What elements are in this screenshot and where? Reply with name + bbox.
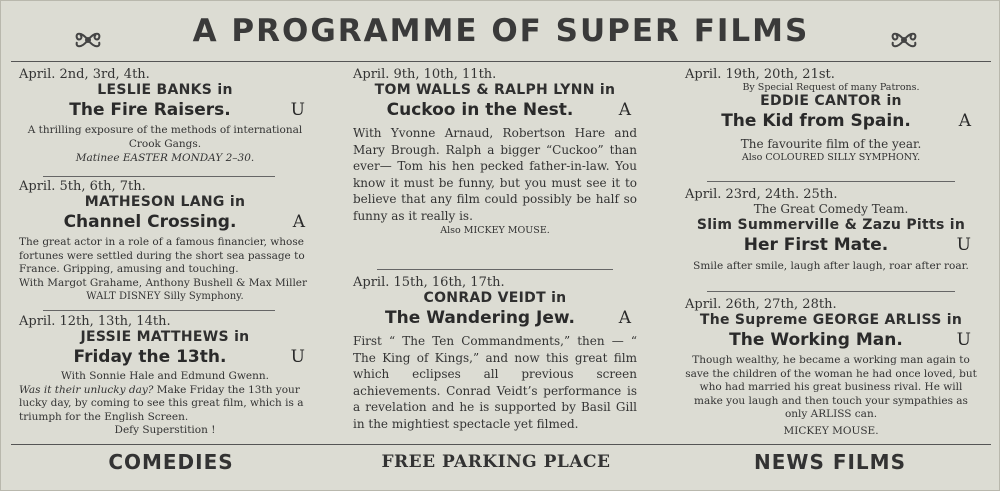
cast-line: With Margot Grahame, Anthony Bushell & Max Miller [19, 276, 308, 289]
tagline: Defy Superstition ! [114, 424, 216, 436]
film-title: Friday the 13th. [73, 347, 227, 367]
entry-description: Smile after smile, laugh after laugh, roar after roar. [693, 260, 969, 272]
programme-entry [19, 314, 311, 438]
entry-note: The Great Comedy Team. [753, 202, 909, 216]
entry-description: The great actor in a role of a famous financier, whose fortunes were settled during the short sea passage to France. Gripping, amusing and touching. [19, 236, 305, 275]
certificate-badge: A [958, 111, 971, 131]
entry-date: April. 15th, 16th, 17th. [353, 275, 505, 290]
matinee-note: Matinee EASTER MONDAY 2–30. [75, 152, 255, 164]
entry-date: April. 19th, 20th, 21st. [685, 67, 835, 82]
entry-film [685, 233, 977, 257]
entry-date: April. 23rd, 24th. 25th. [685, 187, 838, 202]
film-title: The Wandering Jew. [385, 308, 575, 328]
entry-film [353, 306, 637, 330]
film-title: Channel Crossing. [63, 212, 237, 232]
entry-divider [377, 269, 613, 270]
footer-parking: FREE PARKING PLACE [381, 452, 611, 472]
film-title: Her First Mate. [743, 235, 889, 255]
entry-star: LESLIE BANKS in [97, 82, 233, 98]
programme-entry [685, 67, 977, 163]
programme-entry [353, 67, 637, 236]
entry-star: MATHESON LANG in [84, 194, 246, 210]
entry-film [19, 345, 311, 369]
entry-divider [707, 291, 955, 292]
page-title: A PROGRAMME OF SUPER FILMS [192, 13, 810, 49]
certificate-badge: U [956, 235, 971, 255]
entry-date: April. 9th, 10th, 11th. [353, 67, 497, 82]
tagline-question: Was it their unlucky day? [19, 383, 154, 396]
entry-description: With Yvonne Arnaud, Robertson Hare and Mary Brough. Ralph a bigger “Cuckoo” than ever— Tom his hen pecked father-in-law. You know it must be funny, but you must see it to believe that any film could possibly be half so funny as it really is. [353, 126, 637, 223]
certificate-badge: A [618, 308, 631, 328]
entry-star: JESSIE MATTHEWS in [80, 329, 250, 345]
fleuron-ornament-right-icon [887, 25, 921, 55]
entry-film [685, 328, 977, 352]
entry-film [19, 98, 311, 122]
cast-line: With Sonnie Hale and Edmund Gwenn. [60, 370, 270, 382]
entry-date: April. 12th, 13th, 14th. [19, 314, 171, 329]
film-title: The Working Man. [729, 330, 903, 350]
programme-entry [685, 187, 977, 274]
entry-star: EDDIE CANTOR in [760, 93, 902, 109]
entry-description: Make Friday the 13th your lucky day, by coming to see this great film, which is a triumph for the English Screen. [19, 383, 304, 423]
footer-comedies: COMEDIES [108, 450, 234, 474]
entry-description: Though wealthy, he became a working man again to save the children of the woman he had once loved, but who had married his great business rival. He will make you laugh and then touch your sympathies as only ARLISS can. [685, 354, 977, 420]
entry-film [685, 109, 977, 133]
entry-divider [43, 176, 275, 177]
entry-star: TOM WALLS & RALPH LYNN in [374, 82, 616, 98]
certificate-badge: A [292, 212, 305, 232]
entry-date: April. 2nd, 3rd, 4th. [19, 67, 150, 82]
film-title: The Kid from Spain. [721, 111, 911, 131]
entry-star: Slim Summerville & Zazu Pitts in [696, 217, 966, 233]
supporting-short: Also COLOURED SILLY SYMPHONY. [741, 152, 921, 163]
entry-star: CONRAD VEIDT in [423, 290, 567, 306]
entry-date: April. 26th, 27th, 28th. [685, 297, 837, 312]
entry-divider [43, 310, 275, 311]
entry-description: The favourite film of the year. [740, 137, 922, 151]
column-3 [685, 67, 977, 437]
supporting-short: Also MICKEY MOUSE. [440, 225, 550, 236]
programme-entry [353, 275, 637, 432]
certificate-badge: A [618, 100, 631, 120]
film-title: Cuckoo in the Nest. [386, 100, 574, 120]
certificate-badge: U [956, 330, 971, 350]
entry-description: A thrilling exposure of the methods of international [27, 124, 303, 136]
entry-description-cont: Crook Gangs. [128, 137, 202, 150]
entry-star: The Supreme GEORGE ARLISS in [699, 312, 963, 328]
entry-date: April. 5th, 6th, 7th. [19, 179, 146, 194]
programme-entry [19, 67, 311, 166]
bottom-rule [11, 444, 991, 445]
supporting-short: WALT DISNEY Silly Symphony. [86, 291, 244, 302]
programme-entry [19, 179, 311, 304]
entry-film [19, 210, 311, 234]
certificate-badge: U [290, 347, 305, 367]
film-title: The Fire Raisers. [69, 100, 231, 120]
top-rule [11, 61, 991, 62]
column-2 [353, 67, 637, 437]
programme-entry [685, 297, 977, 438]
entry-divider [707, 181, 955, 182]
supporting-short: MICKEY MOUSE. [783, 424, 879, 437]
entry-description: First “ The Ten Commandments,” then — “ The King of Kings,” and now this great film which eclipses all previous screen achievements. Conrad Veidt’s performance is a revelation and he is supported by Basil Gill in the mightiest spectacle yet filmed. [353, 334, 637, 431]
certificate-badge: U [290, 100, 305, 120]
footer-news-films: NEWS FILMS [754, 450, 906, 474]
column-1 [19, 67, 311, 437]
entry-film [353, 98, 637, 122]
entry-note: By Special Request of many Patrons. [742, 82, 920, 93]
